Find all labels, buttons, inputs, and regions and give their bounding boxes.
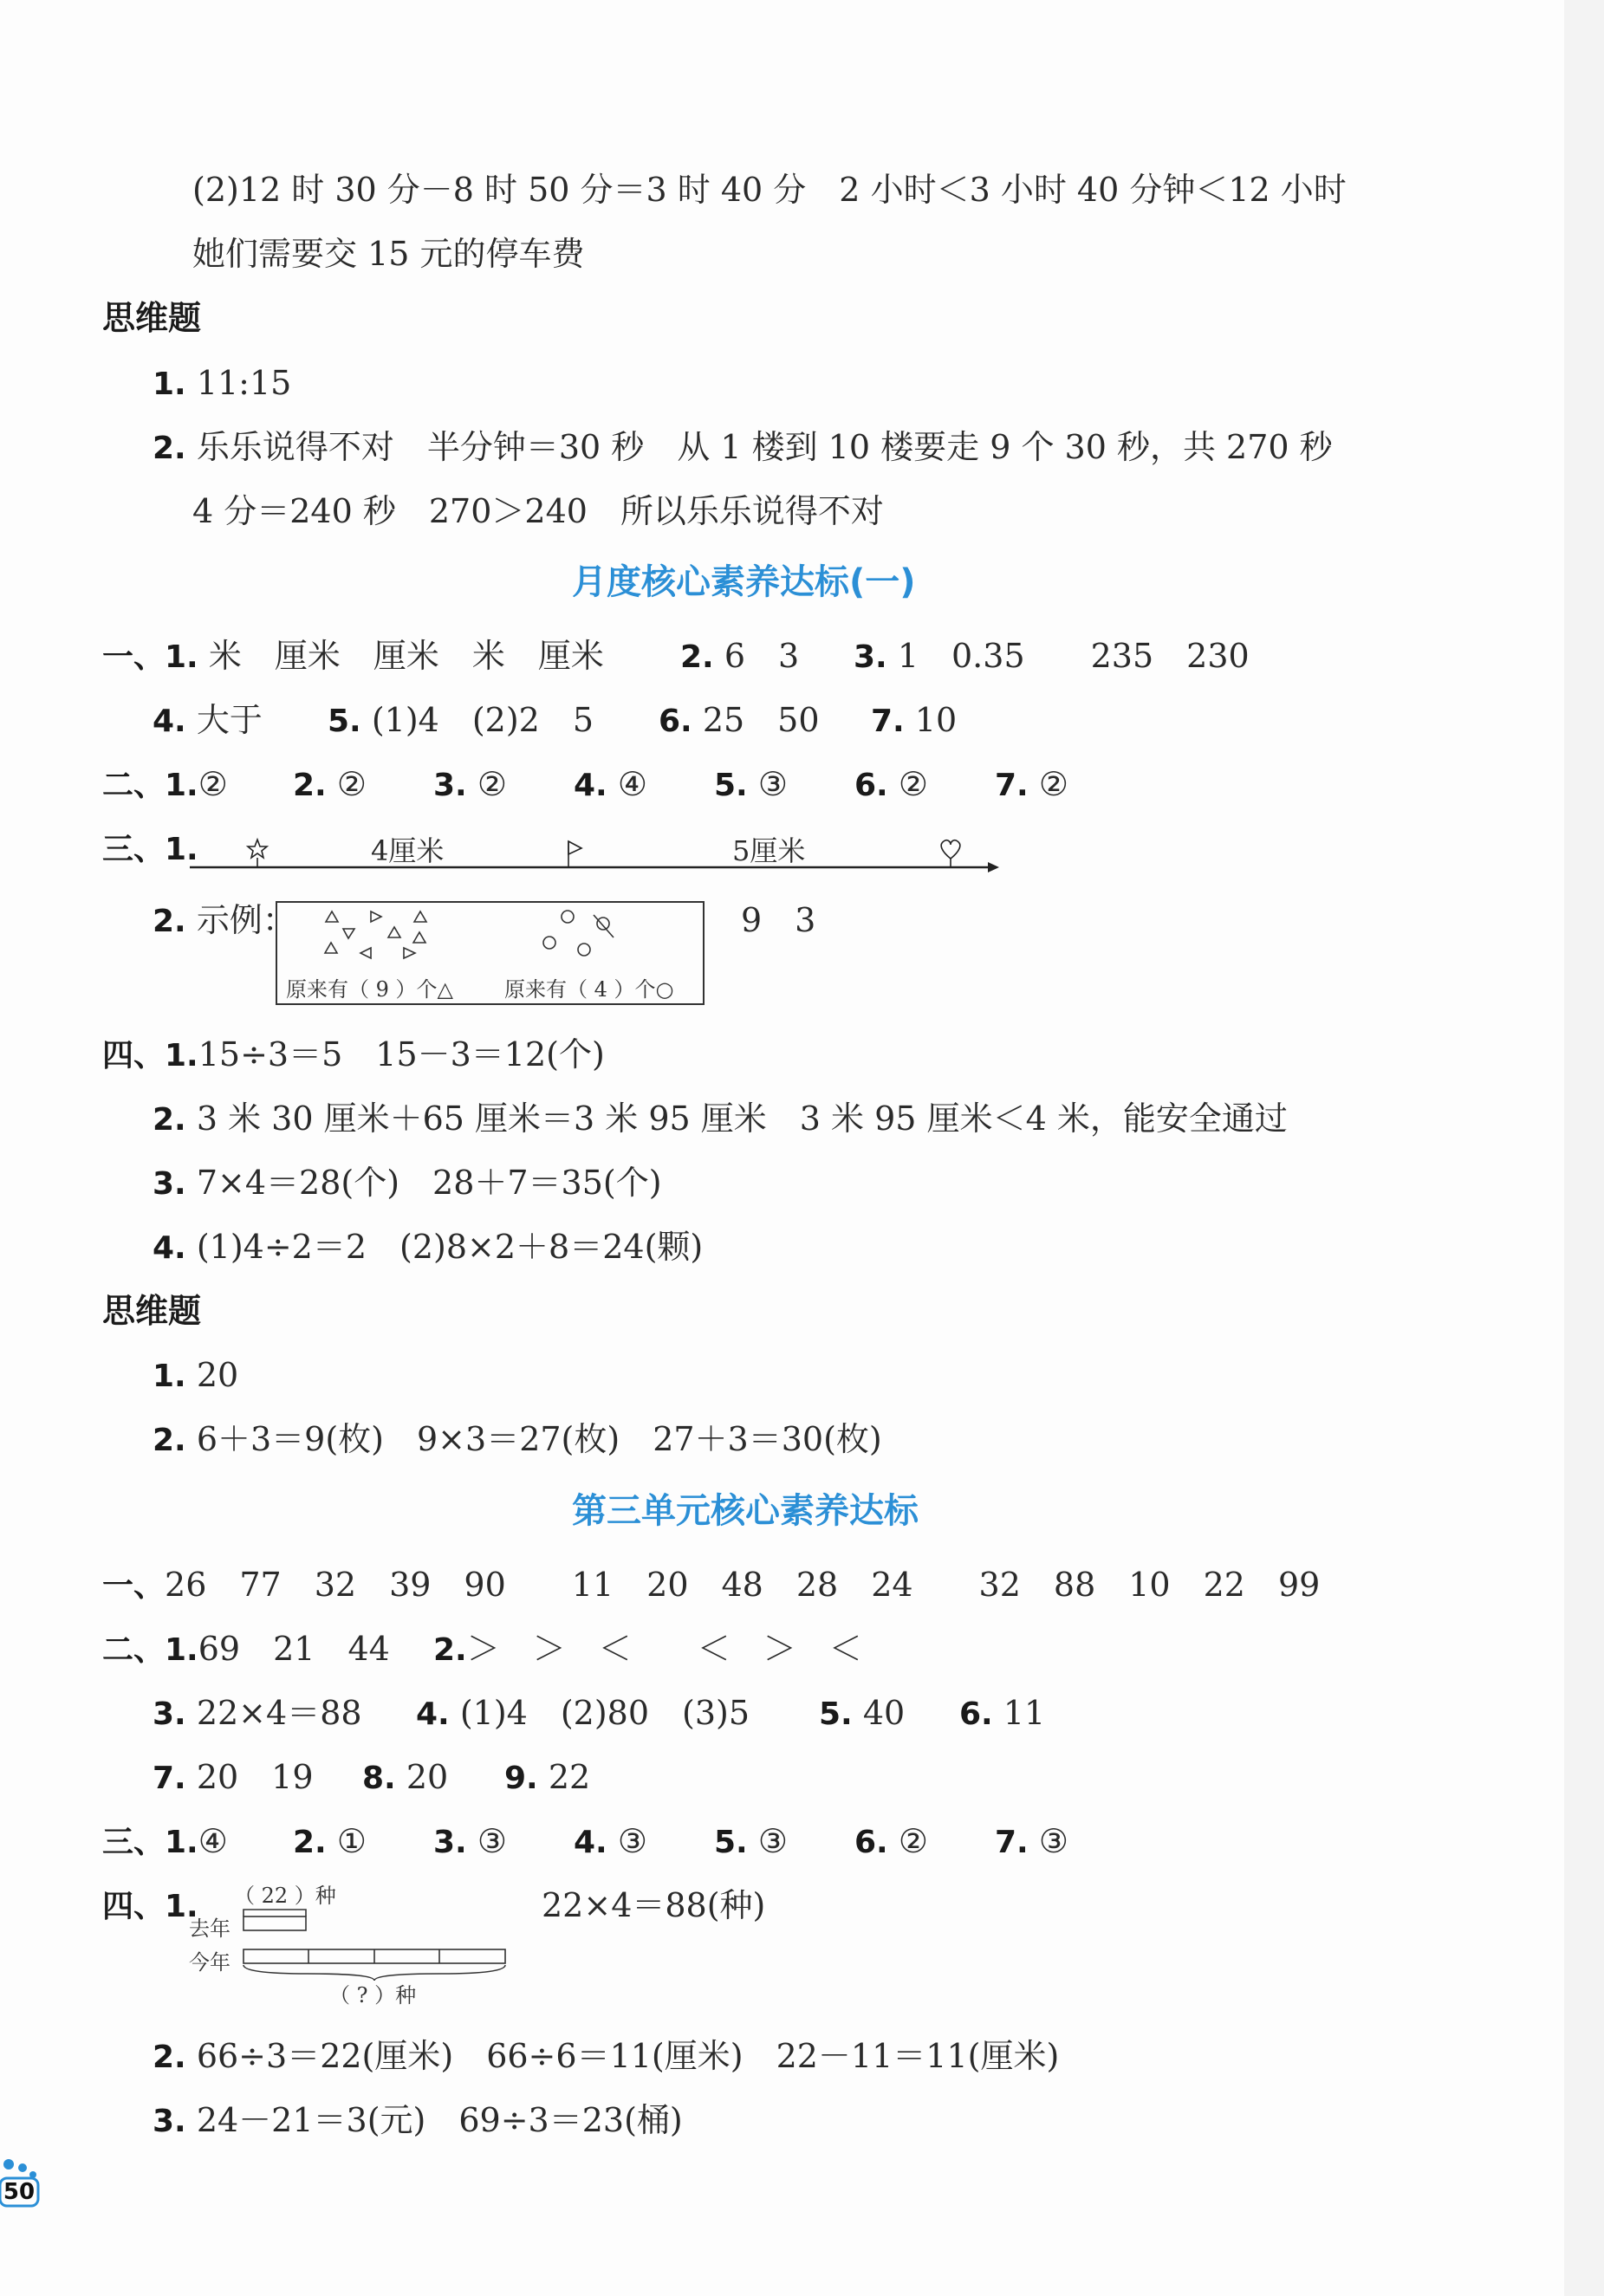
question-number: 6.	[854, 768, 888, 803]
figure-caption: 原来有（ 9 ）个△	[286, 977, 453, 1002]
answer-line	[102, 635, 604, 678]
answer-text: ③	[757, 1822, 788, 1860]
answer-text: ②	[1038, 765, 1068, 803]
answer-line	[153, 2099, 683, 2143]
answer-line: 4 分＝240 秒 270＞240 所以乐乐说得不对	[192, 492, 884, 530]
question-number-line	[102, 827, 198, 871]
question-number: 6.	[959, 1696, 993, 1732]
bar-top-label: （ 22 ）种	[234, 1884, 336, 1908]
answer-text: 66÷3＝22(厘米) 66÷6＝11(厘米) 22－11＝11(厘米)	[196, 2037, 1060, 2075]
answer-text: ①	[336, 1822, 367, 1860]
question-number: 2.	[293, 1825, 327, 1860]
answer-line: 她们需要交 15 元的停车费	[192, 235, 585, 273]
answer-line	[819, 1692, 905, 1735]
answer-text: ③	[477, 1822, 507, 1860]
answer-text: 22×4＝88(种)	[542, 1886, 766, 1924]
answer-line	[854, 635, 1250, 678]
answer-text: 69 21 44	[198, 1630, 390, 1668]
bar-row-label: 去年	[189, 1917, 231, 1941]
answer-text: 1 0.35 235 230	[897, 637, 1250, 675]
bar-row-label: 今年	[189, 1950, 231, 1975]
answer-line	[293, 763, 367, 807]
question-number: 5.	[328, 704, 361, 739]
answer-line	[433, 1820, 507, 1864]
answer-line	[416, 1692, 750, 1735]
question-number: 四、1.	[102, 1038, 198, 1073]
ruler-label: 4厘米	[371, 834, 445, 867]
answer-text: 22×4＝88	[196, 1694, 362, 1732]
question-number: 2.	[153, 1423, 186, 1458]
answer-text: 大于	[196, 701, 263, 739]
question-number: 2.	[153, 2040, 186, 2075]
last-year-bar	[244, 1917, 306, 1930]
answer-line	[714, 1820, 788, 1864]
question-number: 三、1.	[102, 1825, 198, 1860]
answer-line	[433, 763, 507, 807]
question-number: 7.	[153, 1761, 186, 1796]
question-number: 2.	[433, 1632, 467, 1668]
answer-line	[328, 699, 594, 743]
question-number: 一、1.	[102, 639, 198, 675]
answer-line	[574, 763, 647, 807]
answer-text: 米 厘米 厘米 米 厘米	[208, 637, 604, 675]
answer-text: 24－21＝3(元) 69÷3＝23(桶)	[196, 2101, 683, 2139]
answer-line	[102, 763, 228, 807]
question-number: 2.	[680, 639, 714, 675]
answer-line	[504, 1756, 590, 1800]
figure-caption: 原来有（ 4 ）个○	[504, 977, 674, 1002]
question-number: 4.	[153, 1230, 186, 1266]
answer-line	[102, 1628, 390, 1671]
heart-icon	[941, 840, 960, 859]
answer-line	[153, 426, 1333, 470]
answer-text: 26 77 32 39 90 11 20 48 28 24 32 88 10 22 99	[165, 1566, 1321, 1604]
section-heading: 思维题	[102, 299, 202, 337]
answer-text: ③	[757, 765, 788, 803]
answer-text: ＞ ＞ ＜ ＜ ＞ ＜	[466, 1630, 862, 1668]
question-number: 3.	[153, 1166, 186, 1202]
star-icon	[248, 840, 267, 858]
answer-line	[153, 1756, 314, 1800]
question-number: 3.	[433, 1825, 467, 1860]
page-number: 50	[3, 2179, 36, 2205]
answer-text: 6 3	[724, 637, 800, 675]
answer-text: 20	[196, 1356, 239, 1394]
answer-line	[153, 2035, 1059, 2079]
question-number: 2.	[293, 768, 327, 803]
answer-text: 9 3	[741, 901, 816, 939]
answer-text: (1)4 (2)80 (3)5	[459, 1694, 750, 1732]
question-number: 四、1.	[102, 1889, 198, 1924]
answer-line	[102, 1034, 605, 1077]
question-number: 3.	[854, 639, 887, 675]
answer-line	[871, 699, 957, 743]
answer-line	[995, 763, 1068, 807]
question-number: 1.	[153, 366, 186, 402]
answer-text: ②	[198, 765, 228, 803]
answer-line	[102, 1564, 1320, 1607]
question-number: 二、1.	[102, 768, 198, 803]
answer-text: 11:15	[196, 364, 292, 402]
answer-text: 3 米 30 厘米＋65 厘米＝3 米 95 厘米 3 米 95 厘米＜4 米，能安全通过	[196, 1099, 1288, 1138]
question-number: 6.	[854, 1825, 888, 1860]
flag-icon	[568, 841, 581, 854]
question-number: 5.	[819, 1696, 853, 1732]
answer-text: ④	[617, 765, 647, 803]
answer-text: (1)4÷2＝2 (2)8×2＋8＝24(颗)	[196, 1228, 704, 1266]
page-number-badge	[0, 2157, 42, 2209]
answer-line	[153, 1354, 238, 1398]
answer-text: 25 50	[702, 701, 820, 739]
answer-text: 10	[914, 701, 958, 739]
page-edge-shadow	[1564, 0, 1604, 2296]
answer-line	[659, 699, 820, 743]
answer-text: 15÷3＝5 15－3＝12(个)	[198, 1035, 605, 1073]
question-number: 3.	[153, 2104, 186, 2139]
question-number-line	[102, 1884, 198, 1928]
ruler-label: 5厘米	[732, 834, 806, 867]
question-number: 二、1.	[102, 1632, 198, 1668]
answer-line	[153, 362, 291, 405]
question-number: 9.	[504, 1761, 538, 1796]
question-number: 4.	[574, 768, 607, 803]
answer-text: ③	[1038, 1822, 1068, 1860]
question-number: 6.	[659, 704, 692, 739]
question-number: 5.	[714, 1825, 748, 1860]
section-heading: 思维题	[102, 1292, 202, 1330]
answer-line	[153, 899, 295, 943]
question-number: 4.	[574, 1825, 607, 1860]
question-number: 2.	[153, 1102, 186, 1138]
answer-line	[574, 1820, 647, 1864]
section-title: 月度核心素养达标(一)	[572, 562, 916, 602]
answer-line	[854, 1820, 928, 1864]
question-number: 4.	[153, 704, 186, 739]
answer-text: 22	[548, 1758, 591, 1796]
answer-text: 示例：	[196, 901, 295, 939]
answer-line	[433, 1628, 862, 1671]
answer-text: ②	[477, 765, 507, 803]
answer-line	[153, 1162, 662, 1205]
answer-line: (2)12 时 30 分－8 时 50 分＝3 时 40 分 2 小时＜3 小时 40 分钟＜12 小时	[192, 171, 1347, 209]
answer-line	[995, 1820, 1068, 1864]
answer-line	[854, 763, 928, 807]
question-number: 7.	[995, 1825, 1029, 1860]
answer-line	[680, 635, 799, 678]
answer-text: ④	[198, 1822, 228, 1860]
question-number: 2.	[153, 904, 186, 939]
answer-text: ②	[336, 765, 367, 803]
top-brace	[244, 1910, 306, 1917]
answer-line	[153, 699, 263, 743]
answer-text: ②	[898, 1822, 928, 1860]
shape-drawing	[277, 903, 703, 972]
section-title: 第三单元核心素养达标	[572, 1491, 919, 1531]
answer-line	[959, 1692, 1045, 1735]
answer-text: 7×4＝28(个) 28＋7＝35(个)	[196, 1164, 662, 1202]
answer-text: ②	[898, 765, 928, 803]
answer-line	[362, 1756, 448, 1800]
question-number: 7.	[871, 704, 905, 739]
question-number: 1.	[153, 1359, 186, 1394]
question-number: 一、	[102, 1568, 166, 1604]
question-number: 7.	[995, 768, 1029, 803]
question-number: 3.	[153, 1696, 186, 1732]
answer-text: ③	[617, 1822, 647, 1860]
question-number: 4.	[416, 1696, 450, 1732]
question-number: 三、1.	[102, 832, 198, 867]
bar-bottom-label: （ ? ）种	[329, 1983, 417, 2007]
answer-text: 20	[406, 1758, 449, 1796]
answer-text: 40	[862, 1694, 906, 1732]
ruler-diagram	[186, 827, 1001, 879]
answer-line	[153, 1418, 882, 1462]
question-number: 3.	[433, 768, 467, 803]
answer-text: 20 19	[196, 1758, 314, 1796]
answer-line	[153, 1692, 362, 1735]
answer-line	[102, 1820, 228, 1864]
answer-text: 乐乐说得不对 半分钟＝30 秒 从 1 楼到 10 楼要走 9 个 30 秒，共 270 秒	[196, 428, 1333, 466]
answer-text: 6＋3＝9(枚) 9×3＝27(枚) 27＋3＝30(枚)	[196, 1420, 882, 1458]
answer-line	[153, 1226, 703, 1269]
answer-text: (1)4 (2)2 5	[371, 701, 594, 739]
answer-line	[153, 1098, 1288, 1141]
question-number: 2.	[153, 431, 186, 466]
answer-line	[293, 1820, 367, 1864]
answer-text: 11	[1003, 1694, 1046, 1732]
arrow-head-icon	[988, 862, 999, 872]
answer-line	[714, 763, 788, 807]
question-number: 8.	[362, 1761, 396, 1796]
example-figure-box	[276, 901, 705, 1005]
question-number: 5.	[714, 768, 748, 803]
